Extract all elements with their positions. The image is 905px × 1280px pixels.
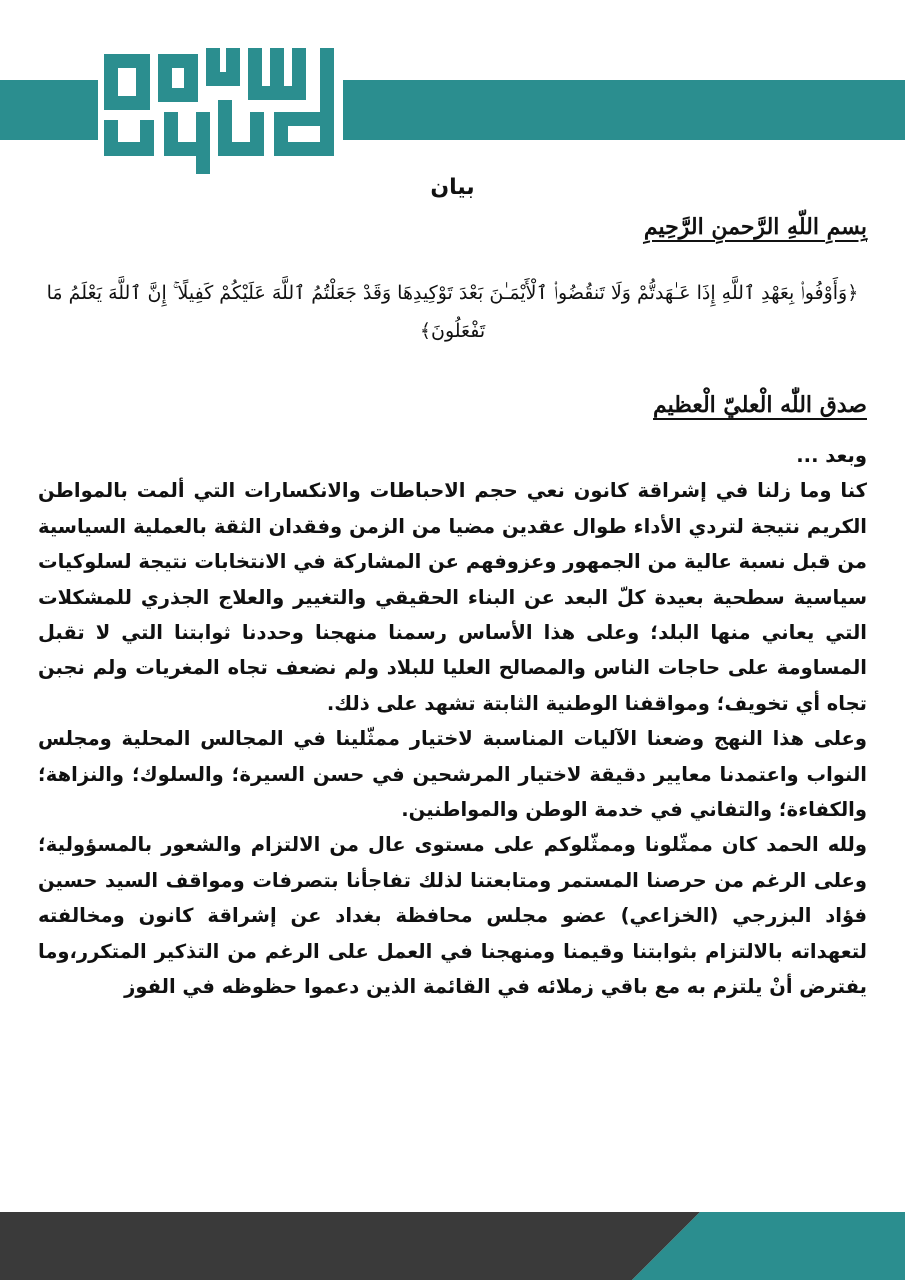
basmala: بِسمِ اللّهِ الرَّحمنِ الرَّحِيمِ — [643, 214, 867, 240]
paragraph: وعلى هذا النهج وضعنا الآليات المناسبة لاختيار ممثّلينا في المجالس المحلية ومجلس النواب واعتمدنا معايير دقيقة لاختيار المرشحين في حسن السيرة؛ والسلوك؛ والنزاهة؛ والكفاءة؛ والتفاني في خدمة الوطن والمواطنين. — [38, 727, 867, 822]
footer-band — [0, 1212, 905, 1280]
paragraph: وبعد ... — [796, 444, 867, 467]
document-title: بيان — [430, 175, 475, 200]
sadaqa-line: صدق اللّٰه الْعليّ الْعظيم — [653, 392, 867, 418]
paragraph: كنا وما زلنا في إشراقة كانون نعي حجم الاحباطات والانكسارات التي ألمت بالمواطن الكريم نتيجة لتردي الأداء طوال عقدين مضيا من الزمن وفقدان الثقة بالعملية السياسية من قبل نسبة عالية من الجمهور وعزوفهم عن المشاركة في الانتخابات نتيجة لسلوكيات سياسية سطحية بعيدة كلّ البعد عن البناء الحقيقي والتغيير والعلاج الجذري للمشكلات التي يعاني منها البلد؛ وعلى هذا الأساس رسمنا منهجنا وحددنا ثوابتنا التي لا تقبل المساومة على حاجات الناس والمصالح العليا للبلاد ولم نضعف تجاه المغريات ولم نجبن تجاه أي تخويف؛ ومواقفنا الوطنية الثابتة تشهد على ذلك. — [38, 479, 867, 715]
document — [38, 170, 867, 1005]
paragraph: ولله الحمد كان ممثّلونا وممثّلوكم على مستوى عال من الالتزام والشعور بالمسؤولية؛ وعلى الرغم من حرصنا المستمر ومتابعتنا لذلك تفاجأنا بتصرفات ومواقف السيد حسين فؤاد البزرجي (الخزاعي) عضو مجلس محافظة بغداد عن إشراقة كانون ومخالفته لتعهداته بالالتزام بثوابتنا وقيمنا ومنهجنا في العمل على الرغم من التذكير المتكرر،وما يفترض أنْ يلتزم به مع باقي زملائه في القائمة الذين دعموا حظوظه في الفوز — [38, 833, 867, 999]
quran-verse: ﴿وَأَوْفُوا۟ بِعَهْدِ ٱللَّهِ إِذَا عَـٰهَدتُّمْ وَلَا تَنقُضُوا۟ ٱلْأَيْمَـٰنَ بَعْدَ تَوْكِيدِهَا وَقَدْ جَعَلْتُمُ ٱللَّهَ عَلَيْكُمْ كَفِيلًا ۚ إِنَّ ٱللَّهَ يَعْلَمُ مَا تَفْعَلُونَ﴾ — [46, 282, 859, 342]
brand-logo — [98, 40, 343, 180]
statement-body — [38, 438, 867, 1005]
